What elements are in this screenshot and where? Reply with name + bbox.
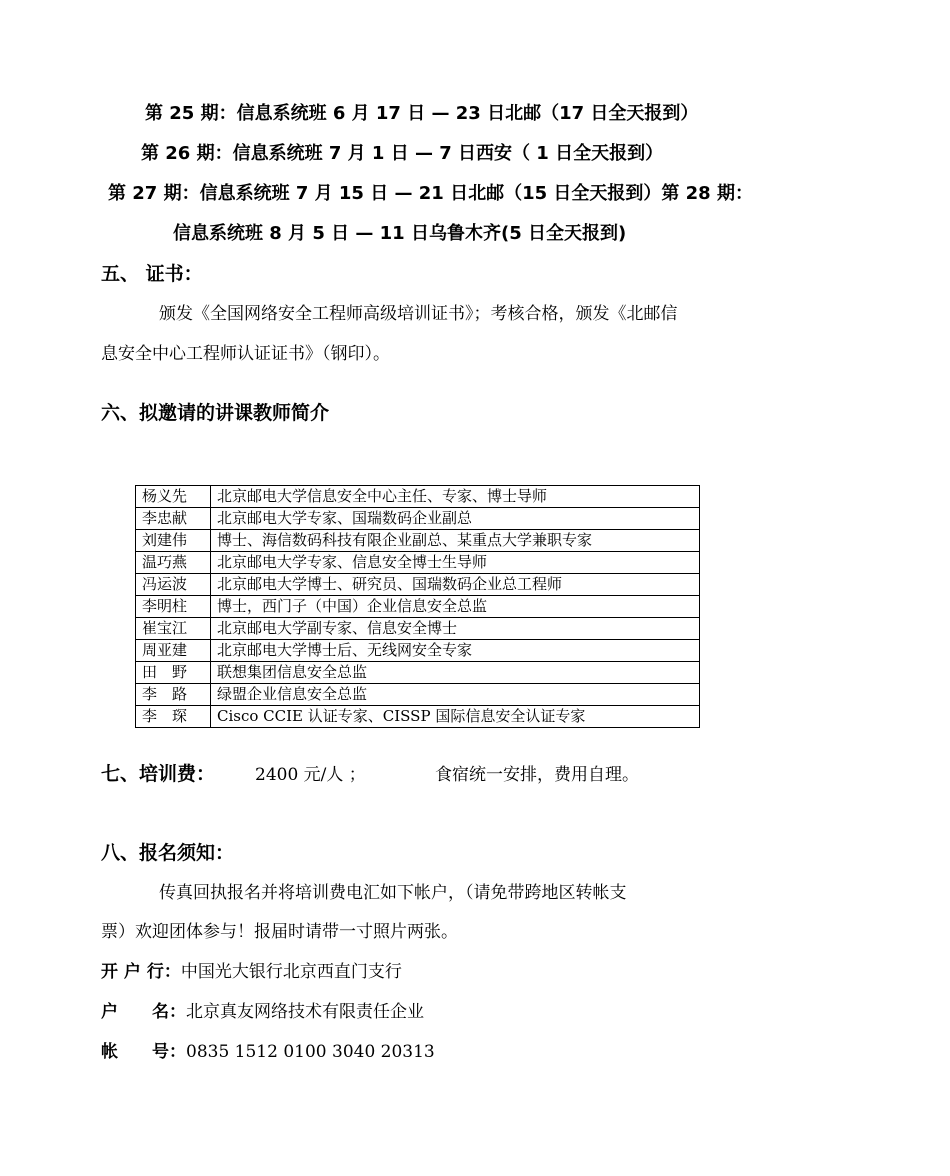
section7-title: 七、培训费： bbox=[101, 763, 216, 785]
schedule-line-25: 第 25 期：信息系统班 6 月 17 日 — 23 日北邮（17 日全天报到） bbox=[145, 103, 699, 124]
teacher-desc: 绿盟企业信息安全总监 bbox=[211, 684, 700, 706]
table-row bbox=[136, 508, 700, 530]
bank-row bbox=[101, 957, 402, 982]
account-number-label: 帐 号： bbox=[101, 1042, 186, 1062]
teacher-name: 温巧燕 bbox=[136, 552, 211, 574]
section5-paragraph-line2: 息安全中心工程师认证证书》（钢印）。 bbox=[101, 344, 390, 364]
teacher-name: 李 琛 bbox=[136, 706, 211, 728]
account-name-value: 北京真友网络技术有限责任企业 bbox=[186, 1002, 424, 1022]
section5-paragraph-line1: 颁发《全国网络安全工程师高级培训证书》；考核合格，颁发《北邮信 bbox=[159, 304, 678, 324]
section6-title: 六、拟邀请的讲课教师简介 bbox=[101, 402, 330, 424]
teacher-name: 李忠献 bbox=[136, 508, 211, 530]
schedule-line-27: 第 27 期：信息系统班 7 月 15 日 — 21 日北邮（15 日全天报到）第 28 期： bbox=[108, 183, 753, 204]
schedule-line-28: 信息系统班 8 月 5 日 — 11 日乌鲁木齐(5 日全天报到) bbox=[173, 223, 627, 244]
teacher-name: 冯运波 bbox=[136, 574, 211, 596]
table-row bbox=[136, 486, 700, 508]
teacher-desc: 北京邮电大学博士、研究员、国瑞数码企业总工程师 bbox=[211, 574, 700, 596]
teacher-name: 崔宝江 bbox=[136, 618, 211, 640]
teacher-name: 周亚建 bbox=[136, 640, 211, 662]
section5-title: 五、 证书： bbox=[101, 263, 203, 285]
table-row bbox=[136, 530, 700, 552]
teacher-desc: 博士，西门子（中国）企业信息安全总监 bbox=[211, 596, 700, 618]
lodging-note: 食宿统一安排，费用自理。 bbox=[435, 765, 639, 785]
account-number-value: 0835 1512 0100 3040 20313 bbox=[186, 1042, 435, 1062]
bank-value: 中国光大银行北京西直门支行 bbox=[180, 962, 402, 982]
table-row bbox=[136, 640, 700, 662]
schedule-line-26: 第 26 期：信息系统班 7 月 1 日 — 7 日西安（ 1 日全天报到） bbox=[141, 143, 664, 164]
teacher-name: 田 野 bbox=[136, 662, 211, 684]
table-row bbox=[136, 574, 700, 596]
teacher-name: 李明柱 bbox=[136, 596, 211, 618]
teacher-desc: 北京邮电大学专家、信息安全博士生导师 bbox=[211, 552, 700, 574]
teacher-name: 刘建伟 bbox=[136, 530, 211, 552]
teacher-desc: 北京邮电大学专家、国瑞数码企业副总 bbox=[211, 508, 700, 530]
teacher-desc: 博士、海信数码科技有限企业副总、某重点大学兼职专家 bbox=[211, 530, 700, 552]
account-number-row bbox=[101, 1037, 435, 1062]
table-row bbox=[136, 552, 700, 574]
teacher-name: 李 路 bbox=[136, 684, 211, 706]
account-name-row bbox=[101, 997, 424, 1022]
account-name-label: 户 名： bbox=[101, 1002, 186, 1022]
teacher-desc: 北京邮电大学博士后、无线网安全专家 bbox=[211, 640, 700, 662]
table-row bbox=[136, 684, 700, 706]
teacher-name: 杨义先 bbox=[136, 486, 211, 508]
bank-label: 开 户 行： bbox=[101, 962, 181, 982]
table-row bbox=[136, 618, 700, 640]
teacher-desc: 北京邮电大学信息安全中心主任、专家、博士导师 bbox=[211, 486, 700, 508]
section8-paragraph-line2: 票）欢迎团体参与！报届时请带一寸照片两张。 bbox=[101, 922, 458, 942]
teacher-table bbox=[135, 485, 700, 728]
training-fee: 2400 元/人 ； bbox=[255, 765, 366, 785]
teacher-desc: 联想集团信息安全总监 bbox=[211, 662, 700, 684]
section8-paragraph-line1: 传真回执报名并将培训费电汇如下帐户，（请免带跨地区转帐支 bbox=[159, 883, 627, 903]
teacher-desc: Cisco CCIE 认证专家、CISSP 国际信息安全认证专家 bbox=[211, 706, 700, 728]
section8-title: 八、报名须知： bbox=[101, 842, 235, 864]
table-row bbox=[136, 662, 700, 684]
table-row bbox=[136, 596, 700, 618]
teacher-desc: 北京邮电大学副专家、信息安全博士 bbox=[211, 618, 700, 640]
table-row bbox=[136, 706, 700, 728]
